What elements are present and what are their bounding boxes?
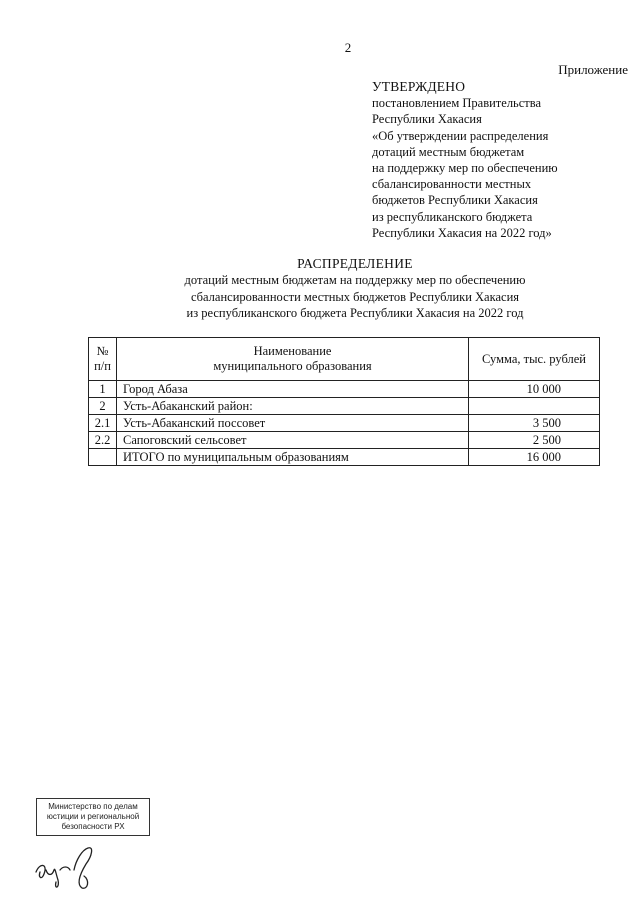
row-municipality: Усть-Абаканский район: [117, 398, 469, 415]
header-municipality-line: муниципального образования [213, 359, 372, 373]
table-header-row [89, 338, 600, 381]
stamp-line: безопасности РХ [61, 822, 125, 831]
page-number: 2 [344, 40, 352, 55]
row-sum [469, 398, 600, 415]
document-subtitle-line: сбалансированности местных бюджетов Республики Хакасия [190, 289, 520, 304]
row-number: 2 [89, 398, 117, 415]
approval-heading: УТВЕРЖДЕНО [372, 79, 466, 94]
row-municipality: Усть-Абаканский поссовет [117, 415, 469, 432]
row-sum: 3 500 [469, 415, 600, 432]
approval-line: Республики Хакасия на 2022 год» [372, 225, 552, 240]
header-sum: Сумма, тыс. рублей [469, 338, 600, 381]
header-number [89, 338, 117, 381]
approval-line: дотаций местным бюджетам [372, 144, 525, 159]
approval-line: «Об утверждении распределения [372, 128, 549, 143]
row-number: 2.2 [89, 432, 117, 449]
header-municipality [117, 338, 469, 381]
header-municipality-line: Наименование [253, 344, 332, 358]
distribution-table [88, 337, 600, 466]
row-sum: 2 500 [469, 432, 600, 449]
stamp-line: Министерство по делам [48, 802, 138, 811]
ministry-stamp [36, 798, 150, 836]
approval-line: на поддержку мер по обеспечению [372, 161, 558, 176]
document-title: РАСПРЕДЕЛЕНИЕ [297, 256, 413, 271]
row-municipality: Город Абаза [117, 381, 469, 398]
approval-block [372, 79, 558, 241]
header-number-line: № [96, 344, 109, 358]
handwritten-signature [30, 840, 110, 900]
table-row [89, 415, 600, 432]
table-row [89, 381, 600, 398]
approval-line: сбалансированности местных [372, 177, 532, 192]
row-municipality: ИТОГО по муниципальным образованиям [117, 449, 469, 466]
approval-line: из республиканского бюджета [372, 209, 533, 224]
row-number: 1 [89, 381, 117, 398]
document-subtitle-line: дотаций местным бюджетам на поддержку мер по обеспечению [184, 273, 526, 288]
header-number-line: п/п [94, 359, 111, 373]
approval-line: постановлением Правительства [372, 96, 542, 111]
table-total-row [89, 449, 600, 466]
stamp-line: юстиции и региональной [46, 812, 140, 821]
document-subtitle-line: из республиканского бюджета Республики Хакасия на 2022 год [186, 306, 524, 321]
table-row [89, 432, 600, 449]
appendix-label: Приложение [558, 62, 628, 77]
approval-line: Республики Хакасия [372, 112, 482, 127]
row-number [89, 449, 117, 466]
approval-line: бюджетов Республики Хакасия [372, 193, 538, 208]
row-sum: 16 000 [469, 449, 600, 466]
row-number: 2.1 [89, 415, 117, 432]
document-title-block [120, 256, 590, 322]
row-sum: 10 000 [469, 381, 600, 398]
table-row [89, 398, 600, 415]
row-municipality: Сапоговский сельсовет [117, 432, 469, 449]
